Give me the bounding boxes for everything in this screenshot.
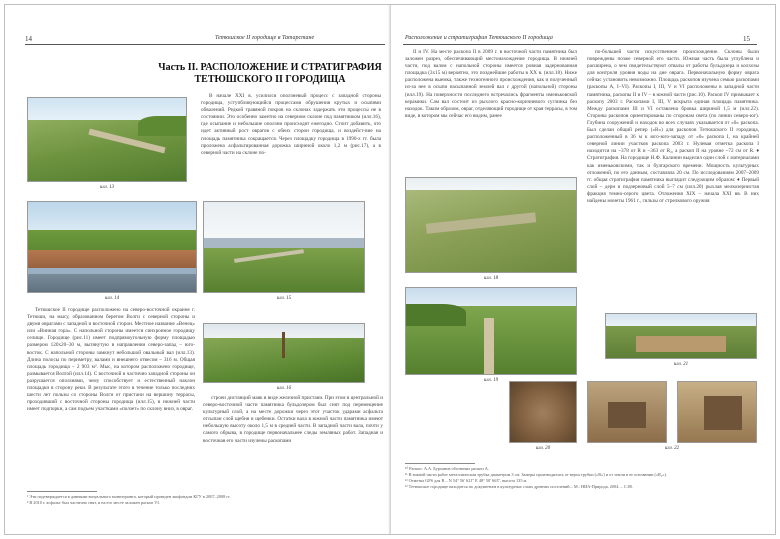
caption-ill-18: илл. 18: [483, 276, 499, 281]
page-number-left: 14: [25, 35, 32, 43]
photo-grassy-terrace: [405, 177, 577, 273]
footnotes-right: [405, 466, 757, 526]
left-page: [5, 5, 391, 534]
caption-ill-16: илл. 16: [276, 386, 292, 391]
caption-ill-20: илл. 20: [535, 446, 551, 451]
photo-riverbank-erosion: [27, 201, 197, 293]
caption-ill-19: илл. 19: [483, 378, 499, 383]
footnotes-left: [27, 494, 377, 524]
paragraph-location: Тетюшское II городище расположено на северо-восточной окраине г. Тетюши, на мысу, образованном берегом Волги с северной стороны и двумя оврагами с западной и восточной сторон. Местное название «Венец» или «Винная гора». С напольной стороны имеется синхронное городищу селище. Городище (рис.11) имеет подпрямоугольную форму площадью размером 120х20–30 м, вытянутую в направлении северо-запад – юго-восток. С напольной стороны замкнут небольшой овальный вал (илл.13). Длина полосы по периметру, валами и внешнего отвесом – 316 м. Общая площадь городища – 2 903 м². Мыс, на котором расположено городище, размывается Волгой (илл.14). С восточной и частично западной стороны он разрушается оползнями, чему способствует и естественный наклон площадки в сторону реки. В результате этого в течение только последних шести лет пользы со стороны Волги от пристани на вершину террасы, проходивший с восточной стороны городища (илл.15), в нижней части имеет подпорки, а сам подъем участками «ползет» по склону вниз, в овраг.: [27, 307, 195, 413]
footnote-rule-left: [27, 491, 97, 492]
page-number-right: 15: [743, 35, 750, 43]
photo-soil-pit: [509, 381, 577, 443]
paragraph-intro: В начале XXI в. усилился оползневый процесс с западной стороны городища, уступбливующийся процессами обрушения крутых и осыпями обвалений. Редкой травяной покров на склонах задержать эти процессы не в состоянии. Это особенно заметно на северном склоне под памятником (илл.16), где осыпание и небольшие оползни происходят ежегодно. Стоит добавить, что идет активный рост оврагов с обеих сторон городища, и воздейст-вие на площадь памятника сокращается. Через площадку городища в 1990-х гг. была проложена асфальтированная дорожка шириной около 1,2 м (рис.17), а в северной части на склоне по-: [201, 93, 381, 156]
right-page: [391, 5, 775, 534]
photo-section-right: [677, 381, 757, 443]
footnote-rule-right: [405, 463, 475, 464]
chapter-title: Часть II. РАСПОЛОЖЕНИЕ И СТРАТИГРАФИЯ ТЕТЮШСКОГО II ГОРОДИЩА: [158, 62, 382, 85]
footnote-10: ¹⁰ Раскоп: А.А. Бурханов обозначил раскоп А.: [405, 466, 489, 471]
text-column-right-1: [405, 49, 577, 179]
caption-ill-15: илл. 15: [276, 296, 292, 301]
text-column-right-2: [587, 49, 759, 304]
caption-ill-21: илл. 21: [673, 362, 689, 367]
footnote-13: ¹³ Тетюшское городище находится по документам в культурных слоях древних поселений... М.: НИА-Природа, 2004. – С.80.: [405, 484, 634, 489]
photo-slope-monument: [203, 323, 365, 383]
photo-excavation-site: [605, 313, 757, 359]
caption-ill-13: илл. 13: [99, 185, 115, 190]
photo-section-left: [587, 381, 667, 443]
text-block-intro: [201, 93, 381, 189]
text-column-left-1: [27, 307, 195, 485]
photo-hillside-path: [27, 97, 187, 182]
header-rule-left: [25, 44, 385, 45]
running-header-right: Расположение и стратиграфия Тетюшского II городища: [405, 35, 553, 41]
caption-ill-22: илл. 22: [664, 446, 680, 451]
paragraph-monument: строен дистанций маяк в виде железной пристани. При этом в центральной и северо-восточной части памятника бульдозером был снят под перемещение культурный слой, а на месте дорожки через этот участок ударами асфальта отсыпан слой щебня и щебенки. Остатки вала в южной части памятника имеют небольшую высоту около 1,5 м в средней части. В западной части вала, почти у самого обрыва, в городище первоначальнее следы земляных работ. Западная и восточная его части изучены раскопами: [203, 395, 383, 444]
running-header-left: Тетюшское II городище в Татарстане: [215, 35, 315, 41]
text-column-left-2: [203, 395, 383, 485]
footnote-11: ¹¹ В южной части работ металлическая трубка диаметром 3 см. Замеры производились от верха трубки («R») и от земли в ее основании («R₂»).: [405, 472, 668, 477]
footnote-12: ¹² Отметка GPS для R – N 54° 56' 621'' E 48° 50' 663'', высота 135 м.: [405, 478, 528, 483]
book-spread: [4, 4, 776, 535]
caption-ill-14: илл. 14: [104, 296, 120, 301]
photo-ravine-path: [405, 287, 577, 375]
paragraph-excavation: II и IV. На месте раскопа II в 2009 г. в восточной части памятника был заложен разрез, обеспечивающий местонахождение городища. В нижней части, под валом с напольной стороны имеется ровная задернованная площадка (3х15 м) вероятно, это позднейшие работы в XX в. (илл.18). Ниже расположена выемка, также техногенного происхождения, как и полученный из-за нее в осыпи насыпанной землей вал с другой (напольной) стороны (илл.19). На поверхности последнего встречались фрагменты именьковской керамики. Сам вал состоит из рыхлого красно-коричневого суглинка без находок. Таким образом, овраг, отделяющий городище от края террасы, в том виде, в котором мы сейчас его видим, ранее: [405, 49, 577, 119]
footnote-2: ² В 2010 г. асфальт был частично снят, и на его месте заложен раскоп VI.: [27, 500, 160, 505]
footnote-1: ¹ Эти подтверждается в данными визуального мониторинга, который проведен экофондом КГУ в 2007–2008 гг.: [27, 494, 231, 499]
paragraph-stratigraphy: по-большей части искусственное происхождение. Склоны были повреждены позже северной его части. Южная часть была углублена и расширена, о чем свидетельствуют отвалы от работы бульдозера и колхозы для контроля уровня воды на дне оврага. Первоначальную форму оврага сейчас установить невозможно. Площадь раскопов изучена семью раскопами (раскопы A, I–VI). Раскопы I, III, V и VI расположены в западной части памятника, раскопы II и IV – в южной части (рис.10). Раскоп IV примыкает к раскопу 2003 г. Раскопами I, III, V вскрыта единая площадь памятника. Между раскопами III и VI оставлена бровка шириной 1,5 м (илл.22). Стороны раскопов ориентированы по сторонам света (по линии северо-юг). Глубина сооружений и находок во всех случаях указывается от «0» раскопа. Был сделан общий репер («R») для раскопов Тетюшского II городища, расположенный в 36 м к юго-юго-западу от «0» раскопа I, на крайней северной линии участков раскопа 2003 г. Нулевая отметка раскопа I находится на ~378 от R и ~363 от R₂, а раскоп II на уровне ~72 см от R. ♦ Стратиграфия. На городище Н.Ф. Калинин выделил один слой с материалами как именьковскими, так и булгарского времени. Мощность культурных отложений, по его данным, составляла 20 см. По исследованиям 2007–2009 гг. общая стратиграфия памятника выглядит следующим образом: ♦ Первый слой – дерн и подзерновый слой 5–7 см (илл.20) рыхлая мелкозернистая фракция темно-серого цвета. Отложения XIX – начала XXI вв. В них найдены монеты 1961 г., гильзы от стрелкового оружия: [587, 49, 759, 204]
photo-volga-view: [203, 201, 365, 293]
header-rule-right: [403, 44, 757, 45]
